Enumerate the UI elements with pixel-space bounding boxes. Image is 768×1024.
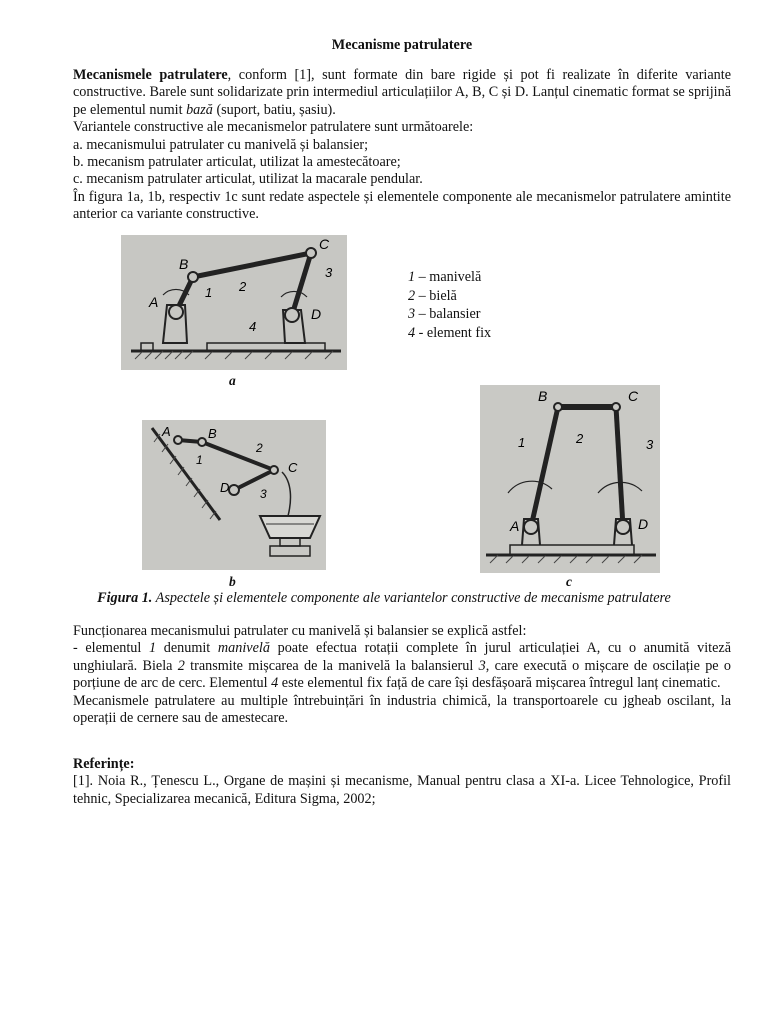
intro-italic-term: bază: [186, 101, 213, 118]
fig-b-label-a: A: [162, 424, 171, 439]
fig-b-label-d: D: [220, 480, 230, 495]
body-text: poate efectua rotații complete în jurul articulației A, cu o anumită viteză unghiulară. Biela: [73, 640, 731, 674]
body-italic: manivelă: [217, 640, 270, 657]
body-intro: Funcționarea mecanismului patrulater cu manivelă și balansier se explică astfel:: [73, 623, 527, 639]
figure-c-label: c: [566, 574, 572, 589]
fig-a-num-4: 4: [249, 319, 257, 334]
figure-b-image: [142, 420, 326, 570]
fig-c-num-3: 3: [646, 437, 654, 452]
legend-item: [408, 305, 491, 324]
caption-label: Figura 1.: [97, 590, 153, 606]
intro-paragraph: [73, 67, 731, 119]
intro-text: , conform [1], sunt formate din bare rigide și pot fi realizate în diferite variante constructive. Barele sunt solidarizate prin intermediul articulațiilor A, B, C și D. Lanțul cinematic format se sprijină pe elementul numit: [73, 67, 732, 118]
body-text: - elementul: [73, 640, 149, 657]
figure-a-image: [121, 235, 347, 370]
fig-c-label-b: B: [538, 388, 548, 404]
legend-item: [408, 268, 491, 287]
reference-1: [1]. Noia R., Țenescu L., Organe de mașini și mecanisme, Manual pentru clasa a XI-a. Licee Tehnologice, Profil tehnic, Specializarea mecanică, Editura Sigma, 2002;: [73, 773, 731, 807]
uses-paragraph: Mecanismele patrulatere au multiple întrebuințări în industria chimică, la transportoarele cu jgheab oscilant, la operații de cernere sau de amestecare.: [73, 692, 731, 727]
legend-item: [408, 287, 491, 306]
variant-b: b. mecanism patrulater articulat, utilizat la amestecătoare;: [73, 154, 401, 171]
fig-b-label-b: B: [208, 426, 217, 441]
body-text: este elementul fix față de care își desfășoară mișcarea întregul lanț cinematic.: [278, 675, 721, 692]
body-num: 4: [271, 675, 279, 692]
fig-b-num-1: 1: [196, 453, 203, 467]
figures-text: În figura 1a, 1b, respectiv 1c sunt redate aspectele și elementele componente ale mecanismelor patrulatere amintite anterior ca variante constructive.: [73, 188, 731, 223]
fig-c-label-c: C: [628, 388, 639, 404]
legend-num: 4: [408, 324, 416, 341]
body-section: [73, 623, 731, 727]
body-text: , care execută o mișcare de oscilație pe o porțiune de arc de cerc. Elementul: [73, 657, 731, 692]
legend-num: 3: [408, 306, 416, 322]
body-num: 3: [478, 657, 486, 674]
references-heading: Referințe:: [73, 756, 135, 772]
body-num: 1: [149, 640, 157, 657]
legend-text: - element fix: [415, 324, 492, 341]
legend-text: – balansier: [415, 306, 481, 322]
body-num: 2: [177, 657, 185, 674]
fig-a-label-c: C: [319, 236, 330, 252]
caption-text: Aspectele și elementele componente ale variantelor constructive de mecanisme patrulatere: [152, 590, 671, 606]
fig-c-label-a: A: [510, 518, 520, 534]
fig-a-label-b: B: [179, 256, 189, 272]
legend-item: [408, 324, 491, 343]
legend-num: 1: [408, 269, 416, 285]
variants-intro: Variantele constructive ale mecanismelor patrulatere sunt următoarele:: [73, 119, 474, 136]
variant-c: c. mecanism patrulater articulat, utilizat la macarale pendular.: [73, 171, 423, 188]
fig-a-num-3: 3: [325, 265, 333, 280]
intro-bold-term: Mecanismele patrulatere: [73, 67, 228, 83]
body-text: transmite mișcarea de la manivelă la balansierul: [184, 657, 479, 674]
intro-text-end: (suport, batiu, șasiu).: [212, 101, 336, 118]
fig-c-label-d: D: [638, 516, 649, 532]
legend-text: – bielă: [415, 287, 457, 304]
figure-b-label: b: [229, 574, 236, 589]
fig-a-label-a: A: [149, 294, 159, 310]
figure-a-label: a: [229, 373, 236, 388]
fig-c-num-1: 1: [518, 435, 526, 450]
body-text: denumit: [156, 640, 218, 657]
figure-c-image: [480, 385, 660, 573]
fig-b-num-2: 2: [256, 441, 263, 455]
figure-a-drawing: [121, 235, 347, 370]
figure-c-drawing: [480, 385, 660, 573]
fig-c-num-2: 2: [576, 431, 584, 446]
fig-b-label-c: C: [288, 460, 298, 475]
fig-a-num-2: 2: [239, 279, 247, 294]
page-title: Mecanisme patrulatere: [331, 37, 473, 53]
figure-caption: [0, 590, 768, 607]
fig-b-num-3: 3: [260, 487, 267, 501]
references-section: [73, 756, 731, 808]
intro-section: [73, 67, 731, 224]
fig-a-label-d: D: [311, 306, 322, 322]
legend-text: – manivelă: [415, 269, 482, 285]
figure-b-drawing: [142, 420, 326, 570]
variant-a: a. mecanismului patrulater cu manivelă și balansier;: [73, 136, 369, 153]
fig-a-num-1: 1: [205, 285, 213, 300]
body-paragraph: [73, 640, 731, 692]
legend: [408, 268, 491, 342]
legend-num: 2: [408, 287, 416, 304]
